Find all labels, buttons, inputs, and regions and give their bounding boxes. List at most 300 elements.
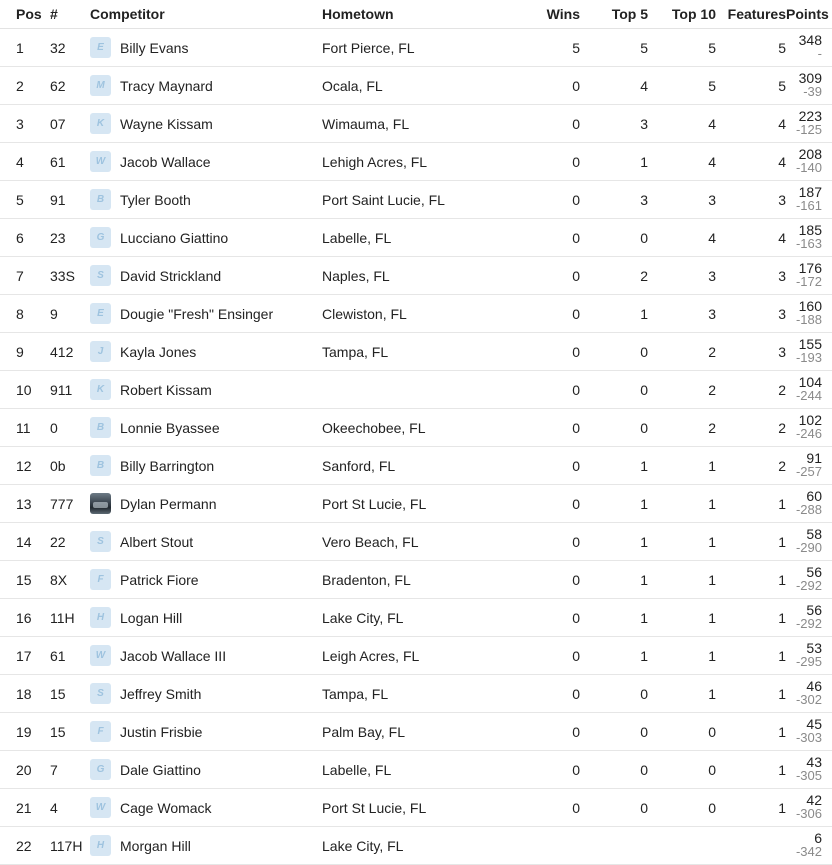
top5-cell: 5 — [580, 29, 648, 67]
competitor-wrap — [90, 645, 322, 666]
car-number-cell: 911 — [50, 371, 90, 409]
wins-cell: 0 — [492, 751, 580, 789]
points-behind: -125 — [795, 122, 822, 137]
competitor-cell — [90, 29, 322, 67]
table-row — [0, 143, 832, 181]
hometown-cell: Sanford, FL — [322, 447, 492, 485]
competitor-wrap — [90, 455, 322, 476]
competitor-wrap — [90, 379, 322, 400]
points-cell — [786, 29, 832, 67]
points-wrap — [796, 642, 822, 668]
points-wrap — [796, 110, 822, 136]
competitor-cell — [90, 257, 322, 295]
top5-cell: 0 — [580, 333, 648, 371]
avatar[interactable]: S — [90, 531, 111, 552]
car-number-cell: 62 — [50, 67, 90, 105]
table-row — [0, 447, 832, 485]
points-cell — [786, 485, 832, 523]
top10-cell: 4 — [648, 105, 716, 143]
col-header-pos[interactable]: Pos — [0, 0, 50, 29]
points-behind: - — [817, 46, 822, 61]
avatar[interactable]: G — [90, 227, 111, 248]
features-cell: 3 — [716, 295, 786, 333]
table-row — [0, 523, 832, 561]
features-cell: 3 — [716, 181, 786, 219]
avatar[interactable]: H — [90, 607, 111, 628]
points-behind: -193 — [795, 350, 822, 365]
top5-cell: 0 — [580, 219, 648, 257]
avatar[interactable]: B — [90, 417, 111, 438]
competitor-wrap — [90, 341, 322, 362]
competitor-name-link[interactable]: David Strickland — [120, 267, 222, 284]
features-cell: 1 — [716, 599, 786, 637]
points-wrap — [796, 452, 822, 478]
hometown-cell: Lake City, FL — [322, 827, 492, 865]
hometown-cell: Vero Beach, FL — [322, 523, 492, 561]
wins-cell: 5 — [492, 29, 580, 67]
points-wrap — [796, 414, 822, 440]
points-cell — [786, 371, 832, 409]
competitor-name-link[interactable]: Jacob Wallace III — [120, 647, 227, 664]
wins-cell: 0 — [492, 447, 580, 485]
wins-cell: 0 — [492, 333, 580, 371]
hometown-cell: Leigh Acres, FL — [322, 637, 492, 675]
hometown-cell: Fort Pierce, FL — [322, 29, 492, 67]
points-wrap — [796, 794, 822, 820]
avatar[interactable]: G — [90, 759, 111, 780]
top10-cell: 1 — [648, 447, 716, 485]
wins-cell: 0 — [492, 789, 580, 827]
competitor-cell — [90, 637, 322, 675]
points-behind: -306 — [795, 806, 822, 821]
table-row — [0, 675, 832, 713]
table-row — [0, 485, 832, 523]
points-value: 176 — [798, 260, 822, 276]
competitor-wrap — [90, 835, 322, 856]
table-row — [0, 105, 832, 143]
top5-cell: 0 — [580, 713, 648, 751]
avatar[interactable]: E — [90, 37, 111, 58]
position-cell: 15 — [0, 561, 50, 599]
competitor-cell — [90, 485, 322, 523]
hometown-cell: Naples, FL — [322, 257, 492, 295]
hometown-cell: Lake City, FL — [322, 599, 492, 637]
avatar[interactable]: F — [90, 721, 111, 742]
competitor-wrap — [90, 607, 322, 628]
points-value: 56 — [806, 602, 822, 618]
points-behind: -161 — [795, 198, 822, 213]
competitor-wrap — [90, 303, 322, 324]
competitor-wrap — [90, 75, 322, 96]
hometown-cell: Port St Lucie, FL — [322, 485, 492, 523]
competitor-cell — [90, 295, 322, 333]
points-wrap — [796, 680, 822, 706]
wins-cell: 0 — [492, 485, 580, 523]
competitor-wrap — [90, 265, 322, 286]
position-cell: 3 — [0, 105, 50, 143]
features-cell: 5 — [716, 67, 786, 105]
competitor-name-link[interactable]: Cage Womack — [120, 799, 212, 816]
competitor-cell — [90, 447, 322, 485]
features-cell: 1 — [716, 789, 786, 827]
top10-cell: 0 — [648, 789, 716, 827]
competitor-cell — [90, 713, 322, 751]
top10-cell: 2 — [648, 409, 716, 447]
car-number-cell: 22 — [50, 523, 90, 561]
col-header-features[interactable]: Features — [716, 0, 786, 29]
competitor-cell — [90, 675, 322, 713]
competitor-name-link[interactable]: Kayla Jones — [120, 343, 197, 360]
car-number-cell: 32 — [50, 29, 90, 67]
car-number-cell: 15 — [50, 675, 90, 713]
competitor-wrap — [90, 531, 322, 552]
wins-cell: 0 — [492, 713, 580, 751]
points-value: 53 — [806, 640, 822, 656]
competitor-cell — [90, 751, 322, 789]
points-behind: -172 — [795, 274, 822, 289]
avatar[interactable]: F — [90, 569, 111, 590]
competitor-name-link[interactable]: Lonnie Byassee — [120, 419, 220, 436]
table-row — [0, 751, 832, 789]
position-cell: 14 — [0, 523, 50, 561]
points-value: 56 — [806, 564, 822, 580]
features-cell: 1 — [716, 675, 786, 713]
points-wrap — [796, 756, 822, 782]
points-behind: -39 — [803, 84, 822, 99]
hometown-cell: Labelle, FL — [322, 219, 492, 257]
car-number-cell: 777 — [50, 485, 90, 523]
hometown-cell: Labelle, FL — [322, 751, 492, 789]
points-behind: -163 — [795, 236, 822, 251]
points-behind: -305 — [795, 768, 822, 783]
competitor-name-link[interactable]: Billy Barrington — [120, 457, 215, 474]
position-cell: 22 — [0, 827, 50, 865]
table-row — [0, 409, 832, 447]
avatar[interactable]: B — [90, 455, 111, 476]
points-behind: -244 — [795, 388, 822, 403]
wins-cell: 0 — [492, 523, 580, 561]
avatar[interactable]: W — [90, 151, 111, 172]
points-cell — [786, 67, 832, 105]
table-row — [0, 371, 832, 409]
col-header-wins[interactable]: Wins — [492, 0, 580, 29]
competitor-name-link[interactable]: Morgan Hill — [120, 837, 191, 854]
hometown-cell: Tampa, FL — [322, 333, 492, 371]
points-value: 46 — [806, 678, 822, 694]
avatar[interactable]: B — [90, 189, 111, 210]
top10-cell: 2 — [648, 371, 716, 409]
table-row — [0, 295, 832, 333]
points-value: 91 — [806, 450, 822, 466]
points-wrap — [799, 34, 822, 60]
standings-body — [0, 29, 832, 865]
wins-cell: 0 — [492, 67, 580, 105]
points-cell — [786, 523, 832, 561]
points-cell — [786, 105, 832, 143]
table-row — [0, 257, 832, 295]
position-cell: 5 — [0, 181, 50, 219]
competitor-wrap — [90, 113, 322, 134]
competitor-wrap — [90, 151, 322, 172]
wins-cell: 0 — [492, 105, 580, 143]
features-cell: 1 — [716, 561, 786, 599]
features-cell: 4 — [716, 143, 786, 181]
competitor-cell — [90, 789, 322, 827]
wins-cell: 0 — [492, 181, 580, 219]
top10-cell: 3 — [648, 295, 716, 333]
top10-cell: 4 — [648, 219, 716, 257]
col-header-number[interactable]: # — [50, 0, 90, 29]
position-cell: 11 — [0, 409, 50, 447]
car-number-cell: 412 — [50, 333, 90, 371]
position-cell: 2 — [0, 67, 50, 105]
competitor-cell — [90, 827, 322, 865]
points-value: 42 — [806, 792, 822, 808]
position-cell: 21 — [0, 789, 50, 827]
avatar[interactable]: S — [90, 683, 111, 704]
top5-cell: 1 — [580, 637, 648, 675]
col-header-competitor[interactable]: Competitor — [90, 0, 322, 29]
competitor-wrap — [90, 683, 322, 704]
competitor-name-link[interactable]: Justin Frisbie — [120, 723, 203, 740]
points-wrap — [796, 832, 822, 858]
points-cell — [786, 333, 832, 371]
top5-cell: 1 — [580, 295, 648, 333]
points-value: 58 — [806, 526, 822, 542]
competitor-name-link[interactable]: Jacob Wallace — [120, 153, 211, 170]
features-cell: 1 — [716, 751, 786, 789]
col-header-points[interactable]: Points — [786, 0, 832, 29]
points-value: 104 — [798, 374, 822, 390]
avatar[interactable]: M — [90, 75, 111, 96]
points-behind: -303 — [795, 730, 822, 745]
top10-cell: 4 — [648, 143, 716, 181]
competitor-cell — [90, 409, 322, 447]
position-cell: 12 — [0, 447, 50, 485]
points-value: 348 — [798, 32, 822, 48]
competitor-name-link[interactable]: Dougie "Fresh" Ensinger — [120, 305, 274, 322]
points-behind: -342 — [795, 844, 822, 859]
features-cell: 3 — [716, 333, 786, 371]
points-value: 309 — [798, 70, 822, 86]
position-cell: 6 — [0, 219, 50, 257]
avatar[interactable]: K — [90, 379, 111, 400]
points-value: 223 — [798, 108, 822, 124]
top10-cell: 3 — [648, 257, 716, 295]
points-value: 187 — [798, 184, 822, 200]
position-cell: 18 — [0, 675, 50, 713]
top10-cell: 1 — [648, 561, 716, 599]
avatar[interactable]: S — [90, 265, 111, 286]
top5-cell: 0 — [580, 789, 648, 827]
features-cell: 1 — [716, 485, 786, 523]
hometown-cell: Ocala, FL — [322, 67, 492, 105]
avatar-photo[interactable] — [90, 493, 111, 514]
features-cell: 4 — [716, 219, 786, 257]
competitor-cell — [90, 219, 322, 257]
features-cell: 4 — [716, 105, 786, 143]
top10-cell: 0 — [648, 713, 716, 751]
competitor-name-link[interactable]: Lucciano Giattino — [120, 229, 229, 246]
points-cell — [786, 637, 832, 675]
top5-cell: 2 — [580, 257, 648, 295]
car-number-cell: 7 — [50, 751, 90, 789]
points-behind: -246 — [795, 426, 822, 441]
points-cell — [786, 143, 832, 181]
top10-cell: 1 — [648, 637, 716, 675]
features-cell: 1 — [716, 637, 786, 675]
points-cell — [786, 295, 832, 333]
avatar[interactable]: E — [90, 303, 111, 324]
points-value: 155 — [798, 336, 822, 352]
competitor-name-link[interactable]: Dylan Permann — [120, 495, 217, 512]
table-row — [0, 561, 832, 599]
competitor-name-link[interactable]: Tracy Maynard — [120, 77, 213, 94]
col-header-top10[interactable]: Top 10 — [648, 0, 716, 29]
points-wrap — [796, 718, 822, 744]
position-cell: 13 — [0, 485, 50, 523]
points-wrap — [796, 566, 822, 592]
competitor-cell — [90, 67, 322, 105]
wins-cell: 0 — [492, 637, 580, 675]
top10-cell: 1 — [648, 675, 716, 713]
features-cell — [716, 827, 786, 865]
competitor-name-link[interactable]: Robert Kissam — [120, 381, 212, 398]
competitor-cell — [90, 561, 322, 599]
competitor-cell — [90, 181, 322, 219]
top10-cell: 3 — [648, 181, 716, 219]
col-header-hometown[interactable]: Hometown — [322, 0, 492, 29]
position-cell: 19 — [0, 713, 50, 751]
top5-cell: 0 — [580, 371, 648, 409]
col-header-top5[interactable]: Top 5 — [580, 0, 648, 29]
points-cell — [786, 827, 832, 865]
competitor-cell — [90, 105, 322, 143]
points-wrap — [796, 224, 822, 250]
standings-header — [0, 0, 832, 29]
avatar[interactable]: W — [90, 797, 111, 818]
competitor-name-link[interactable]: Patrick Fiore — [120, 571, 199, 588]
car-number-cell: 91 — [50, 181, 90, 219]
features-cell: 1 — [716, 713, 786, 751]
hometown-cell: Lehigh Acres, FL — [322, 143, 492, 181]
hometown-cell: Palm Bay, FL — [322, 713, 492, 751]
hometown-cell — [322, 371, 492, 409]
competitor-name-link[interactable]: Jeffrey Smith — [120, 685, 202, 702]
competitor-wrap — [90, 189, 322, 210]
top10-cell — [648, 827, 716, 865]
top10-cell: 5 — [648, 29, 716, 67]
position-cell: 4 — [0, 143, 50, 181]
avatar[interactable]: K — [90, 113, 111, 134]
car-number-cell: 9 — [50, 295, 90, 333]
competitor-wrap — [90, 569, 322, 590]
points-wrap — [796, 262, 822, 288]
wins-cell: 0 — [492, 561, 580, 599]
wins-cell: 0 — [492, 409, 580, 447]
car-number-cell: 07 — [50, 105, 90, 143]
avatar[interactable]: W — [90, 645, 111, 666]
points-wrap — [796, 186, 822, 212]
car-number-cell: 61 — [50, 637, 90, 675]
position-cell: 8 — [0, 295, 50, 333]
wins-cell — [492, 827, 580, 865]
car-number-cell: 61 — [50, 143, 90, 181]
points-cell — [786, 219, 832, 257]
competitor-name-link[interactable]: Wayne Kissam — [120, 115, 213, 132]
wins-cell: 0 — [492, 599, 580, 637]
table-row — [0, 713, 832, 751]
avatar[interactable]: H — [90, 835, 111, 856]
features-cell: 2 — [716, 409, 786, 447]
competitor-wrap — [90, 417, 322, 438]
points-wrap — [799, 72, 822, 98]
wins-cell: 0 — [492, 371, 580, 409]
top5-cell: 3 — [580, 181, 648, 219]
points-value: 6 — [814, 830, 822, 846]
avatar[interactable]: J — [90, 341, 111, 362]
hometown-cell: Clewiston, FL — [322, 295, 492, 333]
competitor-cell — [90, 143, 322, 181]
competitor-cell — [90, 599, 322, 637]
competitor-wrap — [90, 493, 322, 514]
car-number-cell: 0b — [50, 447, 90, 485]
points-wrap — [796, 490, 822, 516]
hometown-cell: Bradenton, FL — [322, 561, 492, 599]
table-row — [0, 181, 832, 219]
points-wrap — [796, 528, 822, 554]
points-value: 185 — [798, 222, 822, 238]
top5-cell: 1 — [580, 485, 648, 523]
points-behind: -292 — [795, 616, 822, 631]
points-behind: -257 — [795, 464, 822, 479]
position-cell: 1 — [0, 29, 50, 67]
top10-cell: 0 — [648, 751, 716, 789]
hometown-cell: Port St Lucie, FL — [322, 789, 492, 827]
top5-cell: 3 — [580, 105, 648, 143]
points-value: 45 — [806, 716, 822, 732]
competitor-name-link[interactable]: Dale Giattino — [120, 761, 201, 778]
points-wrap — [796, 300, 822, 326]
points-cell — [786, 257, 832, 295]
points-wrap — [796, 338, 822, 364]
features-cell: 2 — [716, 447, 786, 485]
competitor-wrap — [90, 227, 322, 248]
wins-cell: 0 — [492, 675, 580, 713]
top5-cell: 0 — [580, 409, 648, 447]
competitor-name-link[interactable]: Billy Evans — [120, 39, 189, 56]
top10-cell: 1 — [648, 485, 716, 523]
points-behind: -290 — [795, 540, 822, 555]
points-value: 208 — [798, 146, 822, 162]
features-cell: 3 — [716, 257, 786, 295]
top5-cell: 1 — [580, 447, 648, 485]
points-value: 60 — [806, 488, 822, 504]
position-cell: 7 — [0, 257, 50, 295]
wins-cell: 0 — [492, 143, 580, 181]
points-value: 102 — [798, 412, 822, 428]
position-cell: 20 — [0, 751, 50, 789]
points-behind: -140 — [795, 160, 822, 175]
wins-cell: 0 — [492, 257, 580, 295]
competitor-wrap — [90, 37, 322, 58]
competitor-name-link[interactable]: Logan Hill — [120, 609, 183, 626]
competitor-name-link[interactable]: Tyler Booth — [120, 191, 191, 208]
points-wrap — [796, 148, 822, 174]
car-number-cell: 4 — [50, 789, 90, 827]
competitor-name-link[interactable]: Albert Stout — [120, 533, 194, 550]
points-cell — [786, 409, 832, 447]
